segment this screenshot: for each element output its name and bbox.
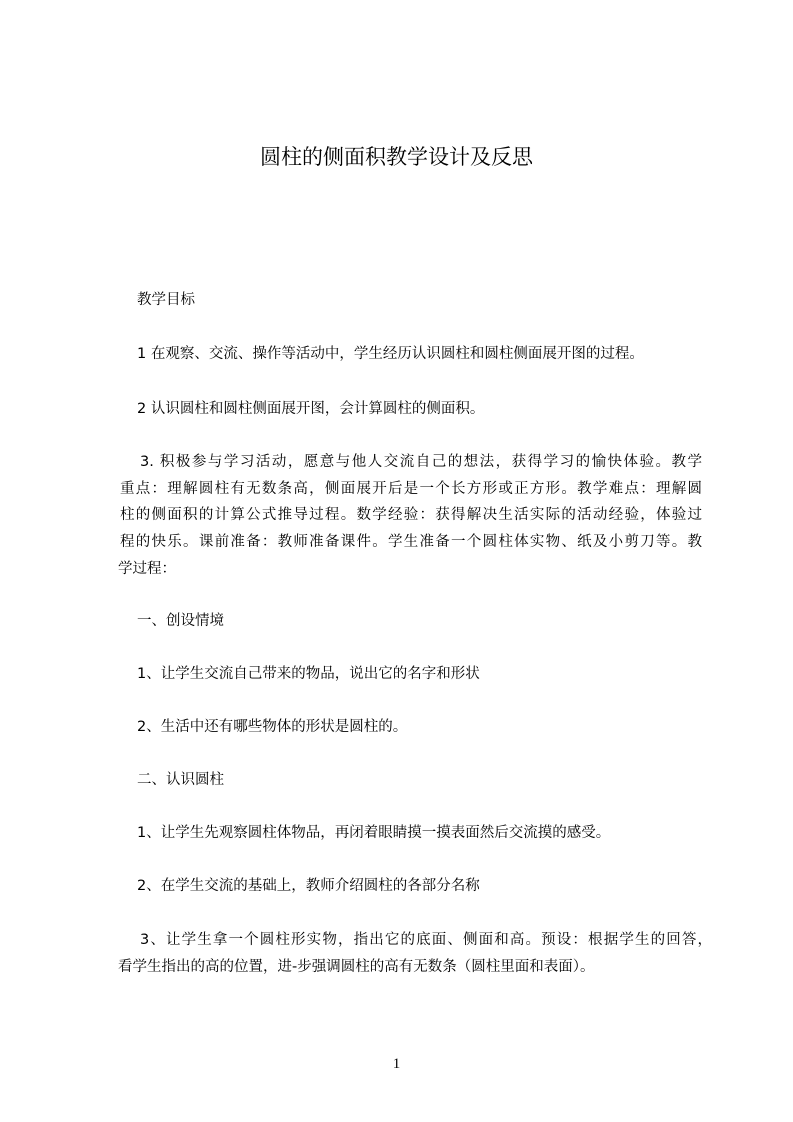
paragraph-line: 3、让学生拿一个圆柱形实物，指出它的底面、侧面和高。预设：根据学生的回答，	[140, 932, 712, 948]
paragraph-line: 重点：理解圆柱有无数条高，侧面展开后是一个长方形或正方形。教学难点：理解圆	[120, 481, 702, 497]
section-heading: 二、认识圆柱	[137, 772, 224, 788]
paragraph-line: 柱的侧面积的计算公式推导过程。数学经验：获得解决生活实际的活动经验，体验过	[120, 507, 702, 523]
page-number: 1	[392, 1056, 401, 1072]
paragraph-line: 1 在观察、交流、操作等活动中，学生经历认识圆柱和圆柱侧面展开图的过程。	[137, 346, 644, 362]
paragraph-line: 学过程：	[118, 561, 176, 577]
paragraph-line: 2 认识圆柱和圆柱侧面展开图，会计算圆柱的侧面积。	[137, 401, 485, 417]
document-title: 圆柱的侧面积教学设计及反思	[260, 145, 533, 169]
paragraph-line: 2、生活中还有哪些物体的形状是圆柱的。	[137, 719, 408, 735]
paragraph-line: 1、让学生交流自己带来的物品，说出它的名字和形状	[137, 666, 480, 682]
section-heading: 一、创设情境	[137, 613, 224, 629]
paragraph-line: 3. 积极参与学习活动，愿意与他人交流自己的想法，获得学习的愉快体验。教学	[140, 454, 702, 470]
paragraph-line: 看学生指出的高的位置，进-步强调圆柱的高有无数条（圆柱里面和表面）。	[118, 959, 595, 975]
section-heading: 教学目标	[137, 292, 195, 308]
paragraph-line: 1、让学生先观察圆柱体物品，再闭着眼睛摸一摸表面然后交流摸的感受。	[137, 825, 611, 841]
paragraph-line: 程的快乐。课前准备：教师准备课件。学生准备一个圆柱体实物、纸及小剪刀等。教	[120, 534, 702, 550]
paragraph-line: 2、在学生交流的基础上，教师介绍圆柱的各部分名称	[137, 878, 480, 894]
